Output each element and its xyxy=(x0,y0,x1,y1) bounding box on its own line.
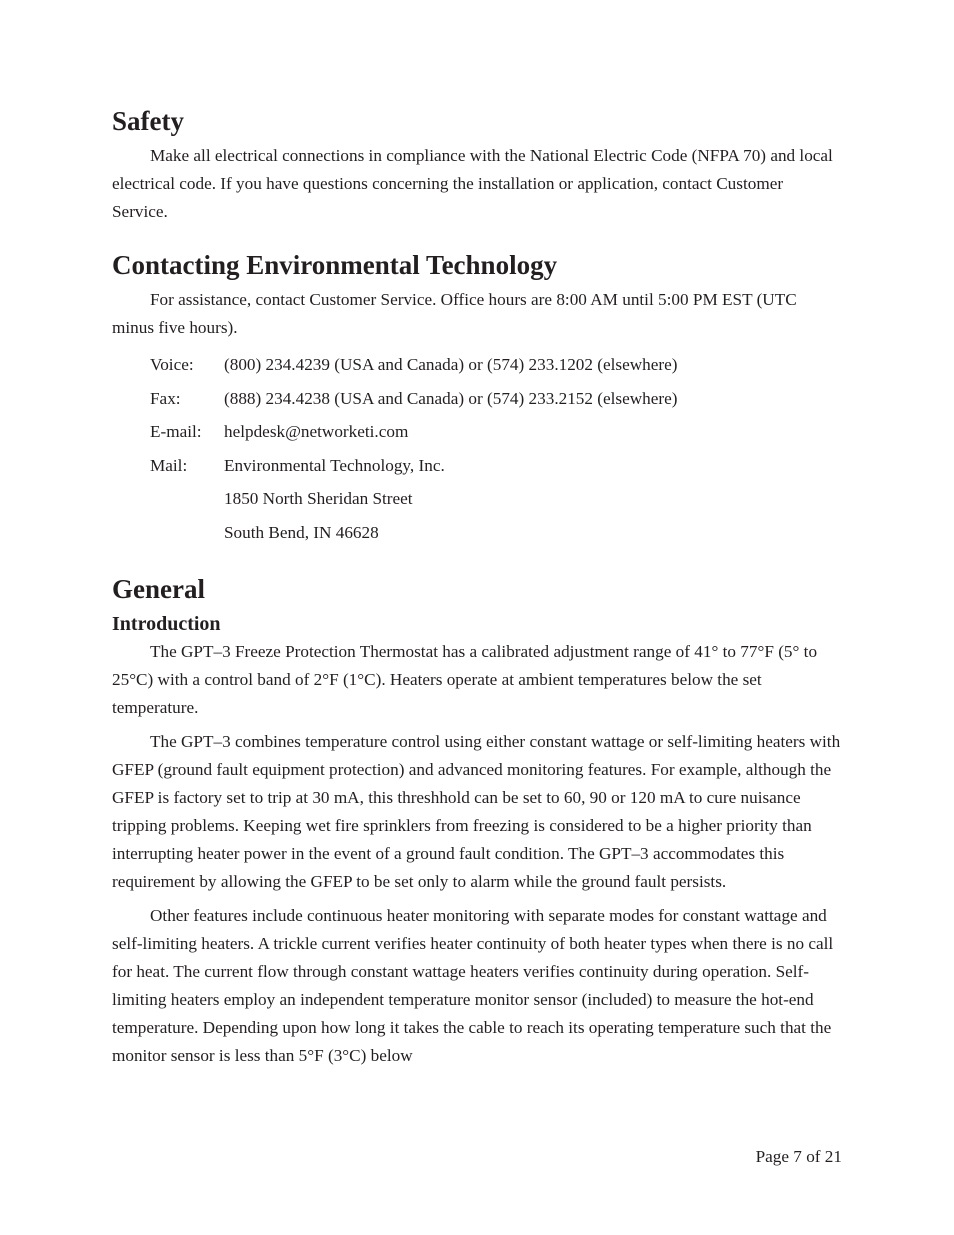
contact-label xyxy=(150,482,224,516)
contact-row-mail-street xyxy=(150,482,842,516)
contact-value: 1850 North Sheridan Street xyxy=(224,489,413,509)
general-heading: General xyxy=(112,573,205,604)
safety-heading: Safety xyxy=(112,106,184,136)
contact-row-mail xyxy=(150,449,842,483)
safety-paragraph: Make all electrical connections in compliance with the National Electric Code (NFPA 70) and local electrical code. If you have questions concerning the installation or application, contact Customer Service. xyxy=(112,146,833,221)
contact-row-fax xyxy=(150,382,842,416)
contact-value: helpdesk@networketi.com xyxy=(224,422,409,442)
document-page xyxy=(112,102,842,1070)
contact-value: (800) 234.4239 (USA and Canada) or (574) 233.1202 (elsewhere) xyxy=(224,355,678,374)
contact-details xyxy=(150,348,842,550)
contact-row-email xyxy=(150,415,842,449)
page-number: Page 7 of 21 xyxy=(755,1147,842,1166)
contact-label: Voice: xyxy=(150,355,194,374)
contact-label xyxy=(150,516,224,550)
contact-paragraph: For assistance, contact Customer Service. Office hours are 8:00 AM until 5:00 PM EST (UTC minus five hours). xyxy=(112,290,797,337)
intro-paragraph-2: The GPT–3 combines temperature control using either constant wattage or self-limiting heaters with GFEP (ground fault equipment protection) and advanced monitoring features. For example, although the GFEP is factory set to trip at 30 mA, this threshhold can be set to 60, 90 or 120 mA to cure nuisance tripping problems. Keeping wet fire sprinklers from freezing is considered to be a higher priority than interrupting heater power in the event of a ground fault condition. The GPT–3 accommodates this requirement by allowing the GFEP to be set only to alarm while the ground fault persists. xyxy=(112,731,841,891)
contact-label: Mail: xyxy=(150,455,188,475)
contact-label: Fax: xyxy=(150,388,181,408)
contact-row-mail-city xyxy=(150,516,842,550)
contact-heading: Contacting Environmental Technology xyxy=(112,250,558,280)
contact-row-voice xyxy=(150,348,842,382)
contact-value: South Bend, IN 46628 xyxy=(224,522,379,542)
contact-value: (888) 234.4238 (USA and Canada) or (574) 233.2152 (elsewhere) xyxy=(224,388,678,408)
contact-label: E-mail: xyxy=(150,422,202,442)
intro-paragraph-3: Other features include continuous heater monitoring with separate modes for constant wattage and self-limiting heaters. A trickle current verifies heater continuity of both heater types when there is no call for heat. The current flow through constant wattage heaters verifies continuity during operation. Self-limiting heaters employ an independent temperature monitor sensor (included) to measure the hot-end temperature. Depending upon how long it takes the cable to reach its operating temperature such that the monitor sensor is less than 5°F (3°C) below xyxy=(112,905,834,1065)
introduction-subheading: Introduction xyxy=(112,612,221,635)
contact-value: Environmental Technology, Inc. xyxy=(224,455,445,475)
intro-paragraph-1: The GPT–3 Freeze Protection Thermostat has a calibrated adjustment range of 41° to 77°F (5° to 25°C) with a control band of 2°F (1°C). Heaters operate at ambient temperatures below the set temperature. xyxy=(112,641,818,717)
